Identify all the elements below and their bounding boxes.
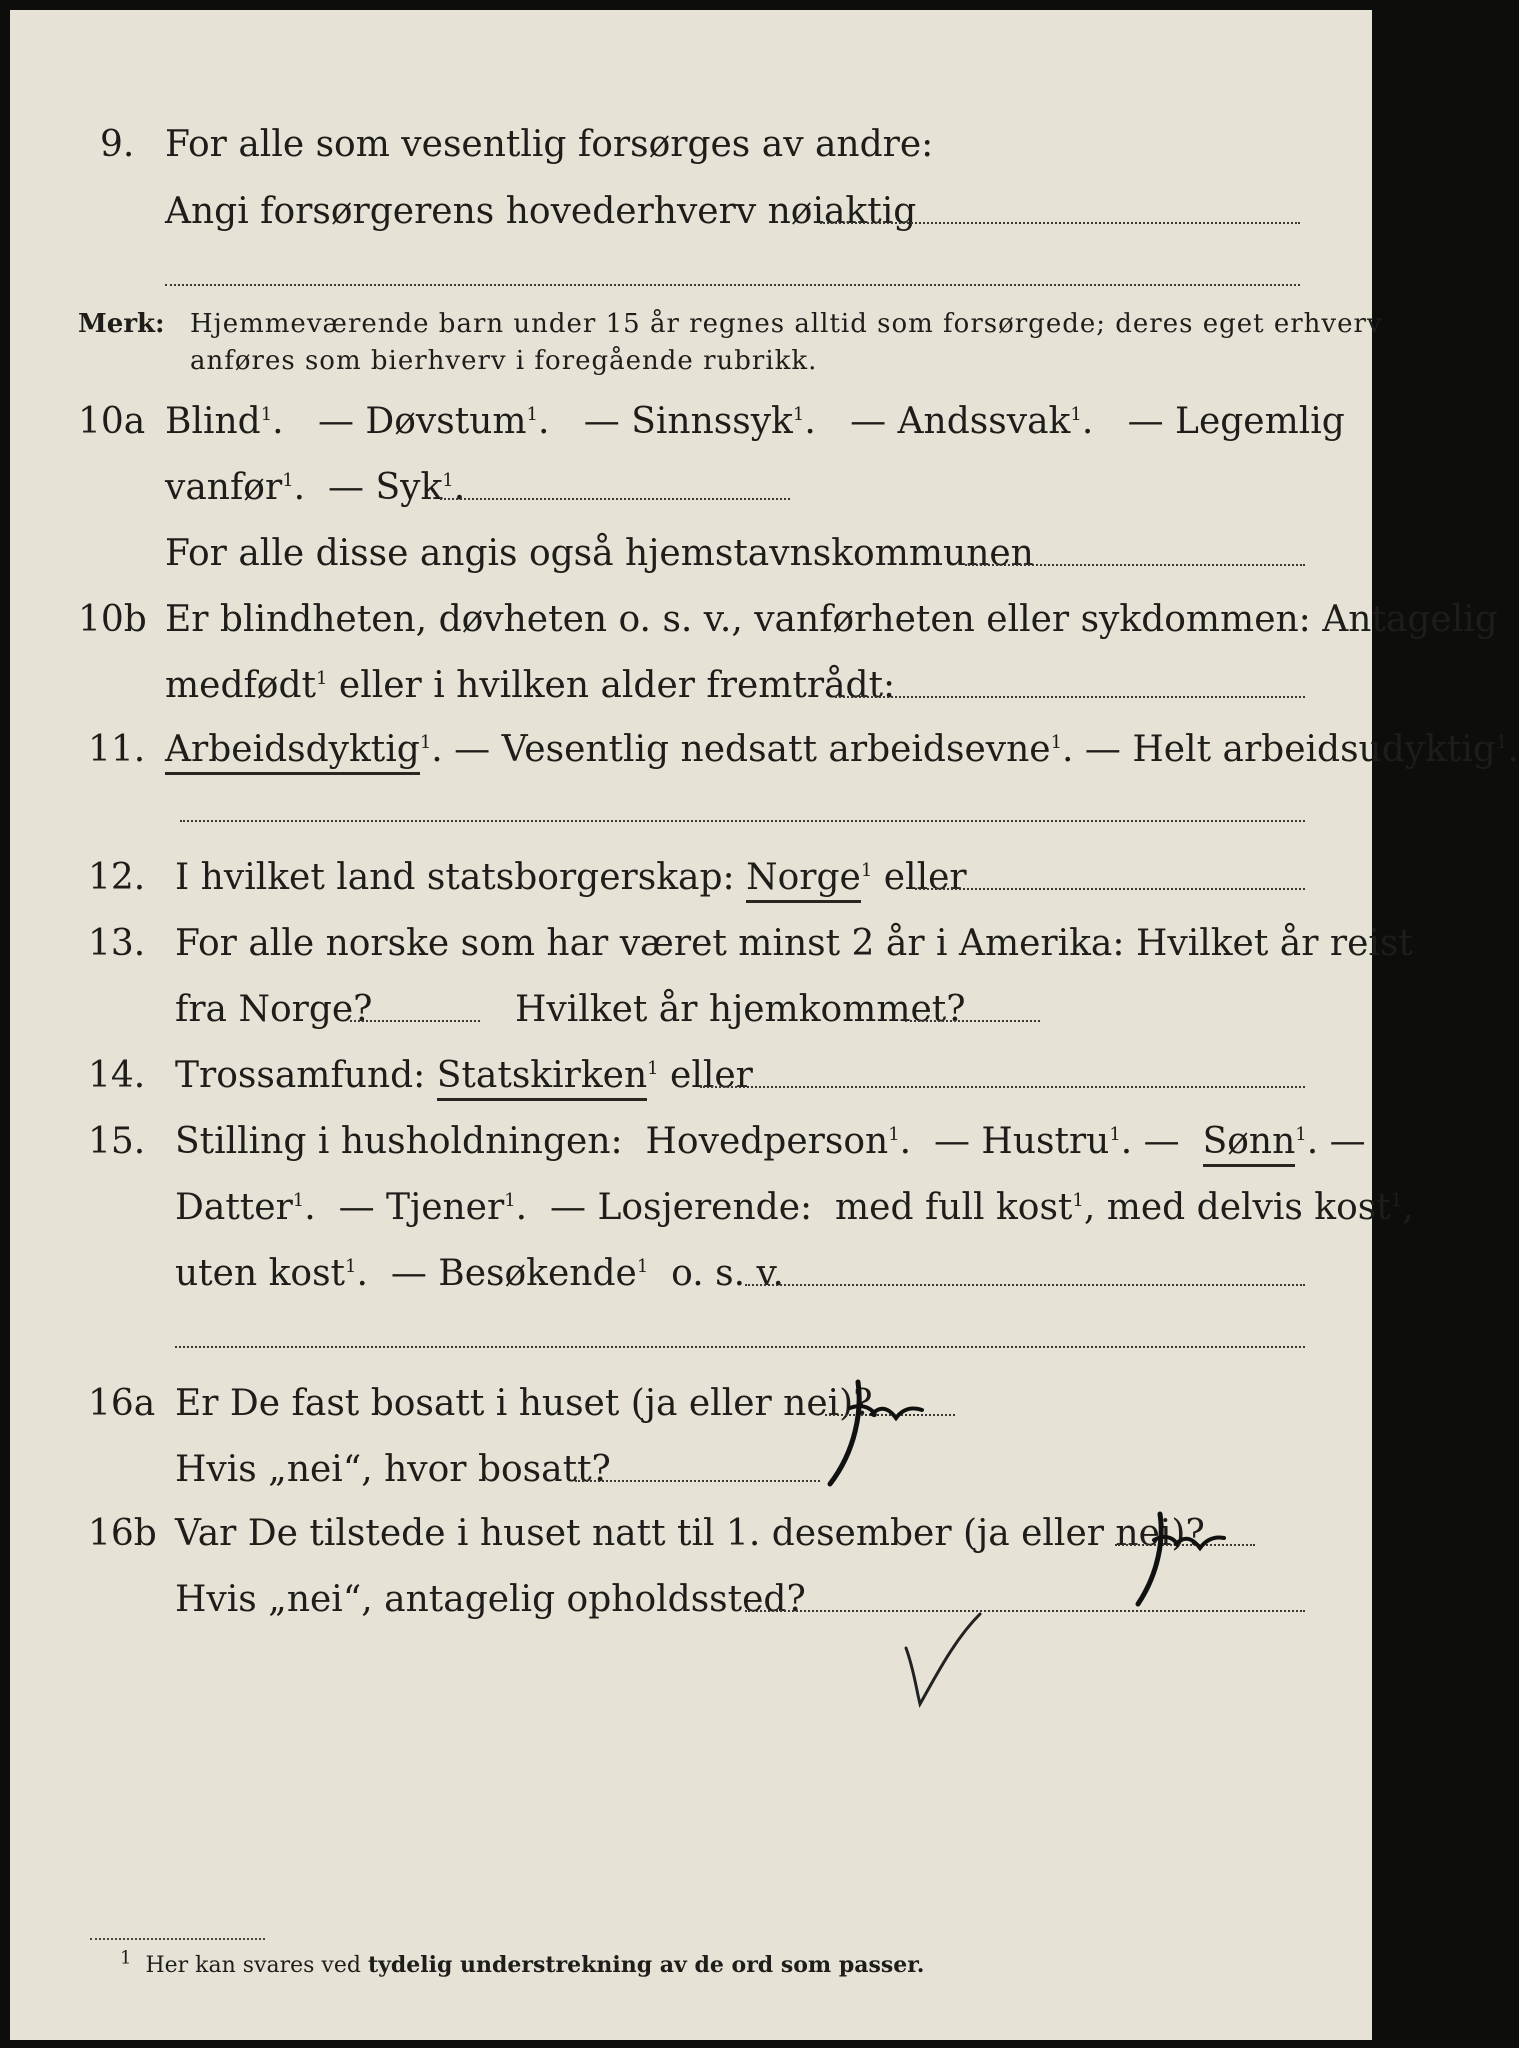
opt-legemlig: — Legemlig <box>1127 401 1345 442</box>
q13-reist-answer <box>350 1020 480 1022</box>
q9-answer-line-2 <box>165 284 1300 286</box>
q10b-number: 10b <box>78 599 147 640</box>
q11-line: Arbeidsdyktig$^1$. — Vesentlig nedsatt arbeidsevne$^1$. — Helt arbeidsudyktig$^1$. <box>165 728 1519 772</box>
opt-arbeidsdyktig-underlined: Arbeidsdyktig <box>165 729 420 775</box>
q15-answer-line-2 <box>175 1346 1305 1348</box>
handwritten-checkmark <box>900 1610 990 1710</box>
q13-line2b: Hvilket år hjemkommet? <box>515 989 966 1030</box>
handwritten-ja-16b <box>1120 1510 1230 1610</box>
opt-sinnssyk: — Sinnssyk <box>583 401 793 442</box>
q12-line: I hvilket land statsborgerskap: Norge$^1$ eller <box>175 856 967 900</box>
q10a-answer-line <box>440 498 790 500</box>
q11-number: 11. <box>88 729 146 770</box>
opt-nedsatt: . — Vesentlig nedsatt arbeidsevne <box>431 729 1051 770</box>
opt-dovstum: — Døvstum <box>317 401 527 442</box>
q13-line1: For alle norske som har været minst 2 år i Amerika: Hvilket år reist <box>175 923 1413 964</box>
q15-line1: Stilling i husholdningen: Hovedperson$^1$. — Hustru$^1$. — Sønn$^1$. — <box>175 1120 1366 1164</box>
q13-number: 13. <box>88 923 146 964</box>
opt-losjerende: — Losjerende: <box>550 1187 813 1228</box>
merk-label: Merk: <box>78 309 165 339</box>
q15-line2: Datter$^1$. — Tjener$^1$. — Losjerende: med full kost$^1$, med delvis kost$^1$, <box>175 1187 1414 1228</box>
q16a-line1: Er De fast bosatt i huset (ja eller nei)? <box>175 1383 873 1424</box>
q16b-number: 16b <box>88 1513 157 1554</box>
q10a-line1: Blind$^1$. — Døvstum$^1$. — Sinnssyk$^1$. — Andssvak$^1$. — Legemlig <box>165 401 1345 442</box>
q14-line: Trossamfund: Statskirken$^1$ eller <box>175 1054 753 1098</box>
q10a-number: 10a <box>78 401 146 442</box>
q16b-where-line <box>745 1610 1305 1612</box>
footnote-rule <box>90 1938 265 1940</box>
opt-uten-kost: uten kost <box>175 1253 346 1294</box>
opt-hustru: — Hustru <box>933 1121 1110 1162</box>
footnote: $^1$ Her kan svares ved tydelig understrekning av de ord som passer. <box>120 1947 925 1978</box>
q9-number: 9. <box>100 124 135 165</box>
opt-tjener: — Tjener <box>338 1187 505 1228</box>
opt-udyktig: . — Helt arbeidsudyktig <box>1062 729 1496 770</box>
q16a-line2: Hvis „nei“, hvor bosatt? <box>175 1449 611 1490</box>
opt-full-kost: med full kost <box>835 1187 1073 1228</box>
merk-line1: Hjemmeværende barn under 15 år regnes alltid som forsørgede; deres eget erhverv <box>190 309 1383 339</box>
opt-andssvak: — Andssvak <box>850 401 1071 442</box>
q12-answer-line <box>915 888 1305 890</box>
q14-answer-line <box>700 1086 1305 1088</box>
q16b-line2: Hvis „nei“, antagelig opholdssted? <box>175 1579 806 1620</box>
q10b-answer-line <box>835 696 1305 698</box>
opt-statskirken-underlined: Statskirken <box>437 1055 647 1101</box>
q13-hjemkommet-answer <box>905 1020 1040 1022</box>
q16b-line1: Var De tilstede i huset natt til 1. desember (ja eller nei)? <box>175 1513 1205 1554</box>
q9-answer-line <box>820 222 1300 224</box>
opt-sonn-underlined: Sønn <box>1203 1121 1296 1167</box>
merk-line2: anføres som bierhverv i foregående rubrikk. <box>190 346 818 376</box>
opt-besokende: — Besøkende <box>390 1253 637 1294</box>
q11-answer-line <box>180 820 1305 822</box>
q13-line2a: fra Norge? <box>175 989 373 1030</box>
q16a-where-line <box>575 1480 820 1482</box>
opt-norge-underlined: Norge <box>746 857 861 903</box>
q10a-line2: vanfør$^1$. — Syk$^1$. <box>165 467 466 508</box>
q10b-line1: Er blindheten, døvheten o. s. v., vanførheten eller sykdommen: Antagelig <box>165 599 1498 640</box>
q14-number: 14. <box>88 1055 146 1096</box>
handwritten-ja-16a <box>810 1380 930 1490</box>
census-form-page <box>10 10 1519 2040</box>
opt-blind: Blind <box>165 401 261 442</box>
q10b-line2: medfødt$^1$ eller i hvilken alder fremtrådt: <box>165 665 896 706</box>
q10a-line3: For alle disse angis også hjemstavnskommunen <box>165 533 1034 574</box>
q15-number: 15. <box>88 1121 146 1162</box>
opt-vanfor: vanfør <box>165 467 283 508</box>
opt-medfodt: medfødt <box>165 665 316 706</box>
opt-delvis-kost: , med delvis kost <box>1083 1187 1391 1228</box>
q15-answer-line <box>745 1284 1305 1286</box>
q10a-answer-line-2 <box>965 564 1305 566</box>
opt-datter: Datter <box>175 1187 293 1228</box>
opt-syk: — Syk <box>328 467 443 508</box>
q16a-number: 16a <box>88 1383 156 1424</box>
q9-line1: For alle som vesentlig forsørges av andre: <box>165 124 934 165</box>
q9-line2: Angi forsørgerens hovederhverv nøiaktig <box>165 191 917 232</box>
opt-hovedperson: Hovedperson <box>645 1121 889 1162</box>
q15-line3: uten kost$^1$. — Besøkende$^1$ o. s. v. <box>175 1253 784 1294</box>
q12-number: 12. <box>88 857 146 898</box>
